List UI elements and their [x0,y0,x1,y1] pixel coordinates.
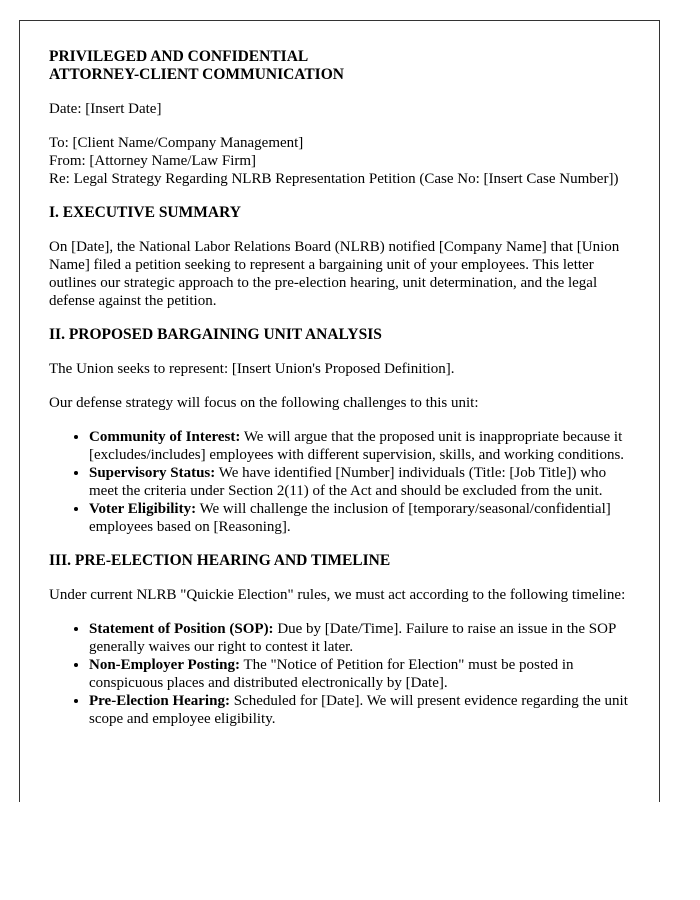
re-line: Re: Legal Strategy Regarding NLRB Representation Petition (Case No: [Insert Case Number]) [49,171,619,187]
list-item-text: We will argue that the proposed unit is inappropriate because it [excludes/includes] employees with different supervision, skills, and working conditions. [89,429,625,463]
list-item-text: We will challenge the inclusion of [temporary/seasonal/confidential] employees based on [Reasoning]. [89,501,611,535]
letter-content [20,21,659,728]
section-1-body: On [Date], the National Labor Relations Board (NLRB) notified [Company Name] that [Union Name] filed a petition seeking to represent a bargaining unit of your employees. This letter outlines our strategic approach to the pre-election hearing, unit determination, and the legal defense against the petition. [49,239,620,309]
to-line: To: [Client Name/Company Management] [49,135,304,151]
date-line: Date: [Insert Date] [49,101,162,117]
letter-page [19,20,660,802]
list-item [89,620,630,656]
section-3-intro: Under current NLRB "Quickie Election" rules, we must act according to the following timeline: [49,587,626,603]
list-item-label: Pre-Election Hearing: [89,693,230,709]
from-line: From: [Attorney Name/Law Firm] [49,153,257,169]
list-item-label: Non-Employer Posting: [89,657,240,673]
list-item-label: Voter Eligibility: [89,501,197,517]
list-item [89,500,630,536]
header-line-2: ATTORNEY-CLIENT COMMUNICATION [49,66,344,83]
section-2-strategy: Our defense strategy will focus on the following challenges to this unit: [49,395,479,411]
list-item-text: We have identified [Number] individuals (Title: [Job Title]) who meet the criteria under Section 2(11) of the Act and should be excluded from the unit. [89,465,607,499]
section-2-title: II. PROPOSED BARGAINING UNIT ANALYSIS [49,326,382,343]
section-3-list [49,620,630,728]
section-3-title: III. PRE-ELECTION HEARING AND TIMELINE [49,552,391,569]
section-1-title: I. EXECUTIVE SUMMARY [49,204,241,221]
confidential-header [49,48,630,84]
list-item [89,464,630,500]
list-item-text: The "Notice of Petition for Election" must be posted in conspicuous places and distributed electronically by [Date]. [89,657,574,691]
section-2-list [49,428,630,536]
list-item-text: Due by [Date/Time]. Failure to raise an issue in the SOP generally waives our right to contest it later. [89,621,616,655]
list-item [89,428,630,464]
list-item [89,656,630,692]
header-line-1: PRIVILEGED AND CONFIDENTIAL [49,48,309,65]
memo-block [49,134,630,188]
section-2-intro: The Union seeks to represent: [Insert Union's Proposed Definition]. [49,361,455,377]
list-item-label: Community of Interest: [89,429,241,445]
list-item [89,692,630,728]
list-item-label: Supervisory Status: [89,465,216,481]
list-item-label: Statement of Position (SOP): [89,621,274,637]
list-item-text: Scheduled for [Date]. We will present evidence regarding the unit scope and employee eligibility. [89,693,628,727]
